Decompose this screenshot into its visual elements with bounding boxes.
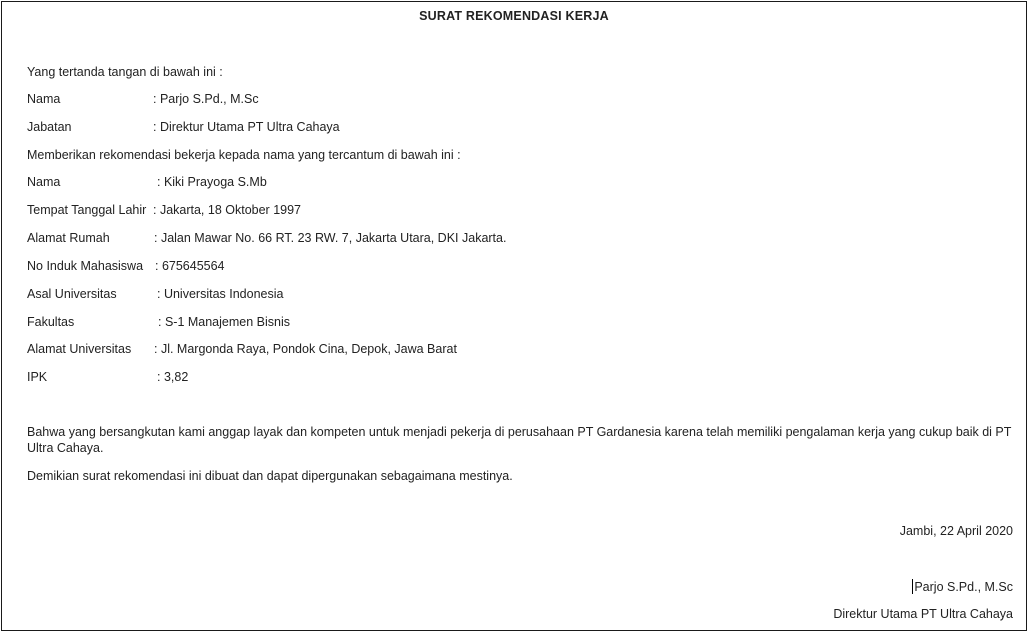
field-value: : S-1 Manajemen Bisnis bbox=[158, 315, 291, 329]
field-value: : 675645564 bbox=[155, 259, 225, 273]
signer-title: Direktur Utama PT Ultra Cahaya bbox=[833, 607, 1013, 621]
statement-paragraph: Bahwa yang bersangkutan kami anggap layak dan kompeten untuk menjadi pekerja di perusahaan PT Gardanesia karena telah memiliki pengalaman kerja yang cukup baik di PT Ultra Cahaya. bbox=[27, 425, 1012, 455]
field-row-faculty bbox=[27, 314, 74, 330]
field-label: Asal Universitas bbox=[27, 287, 117, 301]
field-row-university-address bbox=[27, 341, 131, 357]
field-label: Alamat Universitas bbox=[27, 342, 132, 356]
field-value: : 3,82 bbox=[157, 370, 189, 384]
field-value: : Jl. Margonda Raya, Pondok Cina, Depok, Jawa Barat bbox=[154, 342, 457, 356]
field-row-candidate-name bbox=[27, 174, 60, 190]
field-value: : Kiki Prayoga S.Mb bbox=[157, 175, 267, 189]
field-value: : Jalan Mawar No. 66 RT. 23 RW. 7, Jakarta Utara, DKI Jakarta. bbox=[154, 231, 507, 245]
recommend-intro-text: Memberikan rekomendasi bekerja kepada nama yang tercantum di bawah ini : bbox=[27, 148, 461, 162]
field-label: Nama bbox=[27, 175, 61, 189]
signer-name: Parjo S.Pd., M.Sc bbox=[914, 580, 1013, 594]
field-label: Fakultas bbox=[27, 315, 75, 329]
field-label: IPK bbox=[27, 370, 48, 384]
field-row-gpa bbox=[27, 369, 47, 385]
field-row-university bbox=[27, 286, 117, 302]
field-label: Tempat Tanggal Lahir bbox=[27, 203, 147, 217]
field-row-student-id bbox=[27, 258, 143, 274]
field-label: No Induk Mahasiswa bbox=[27, 259, 144, 273]
field-value: : Parjo S.Pd., M.Sc bbox=[153, 92, 259, 106]
field-value: : Universitas Indonesia bbox=[157, 287, 284, 301]
field-row-birth bbox=[27, 202, 146, 218]
field-value: : Direktur Utama PT Ultra Cahaya bbox=[153, 120, 340, 134]
closing-paragraph: Demikian surat rekomendasi ini dibuat dan dapat dipergunakan sebagaimana mestinya. bbox=[27, 469, 513, 483]
place-date: Jambi, 22 April 2020 bbox=[899, 524, 1013, 538]
document-title: SURAT REKOMENDASI KERJA bbox=[419, 9, 609, 23]
document-page[interactable] bbox=[1, 1, 1027, 631]
field-row-home-address bbox=[27, 230, 110, 246]
field-label: Alamat Rumah bbox=[27, 231, 110, 245]
field-label: Nama bbox=[27, 92, 61, 106]
signer-name-line[interactable] bbox=[912, 579, 1013, 595]
field-row-signer-name bbox=[27, 91, 60, 107]
field-row-signer-position bbox=[27, 119, 71, 135]
field-label: Jabatan bbox=[27, 120, 72, 134]
intro-text: Yang tertanda tangan di bawah ini : bbox=[27, 65, 223, 79]
field-value: : Jakarta, 18 Oktober 1997 bbox=[153, 203, 302, 217]
